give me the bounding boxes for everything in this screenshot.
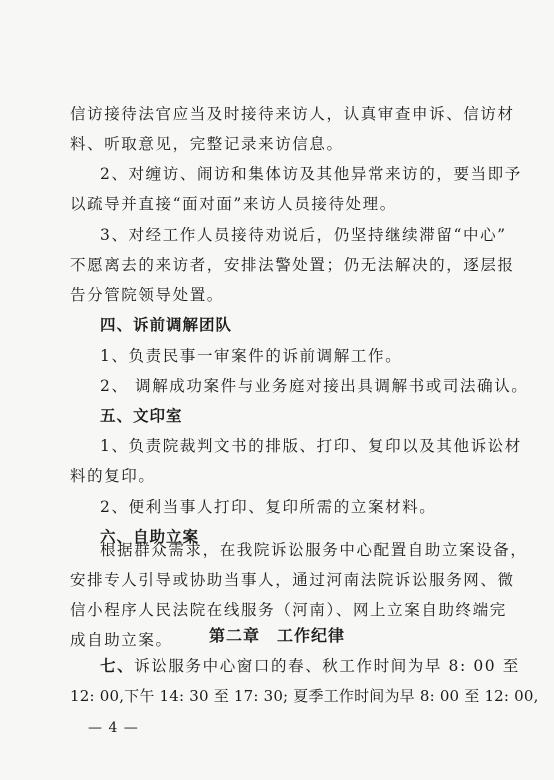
paragraph-line: 成自助立案。 xyxy=(70,631,173,649)
page-number: — 4 — xyxy=(88,720,139,736)
article-line xyxy=(100,656,520,676)
chapter-title: 第二章 工作纪律 xyxy=(208,626,345,645)
paragraph-line: 2、对缠访、闹访和集体访及其他异常来访的，要当即予 xyxy=(100,165,522,183)
list-item: 1、负责院裁判文书的排版、打印、复印以及其他诉讼材 xyxy=(100,437,522,455)
list-item: 1、负责民事一审案件的诉前调解工作。 xyxy=(100,347,403,365)
paragraph-line: 信小程序人民法院在线服务（河南）、网上立案自助终端完 xyxy=(70,601,507,619)
paragraph-line: 不愿离去的来访者，安排法警处置；仍无法解决的，逐层报 xyxy=(70,256,515,274)
list-item: 2、便利当事人打印、复印所需的立案材料。 xyxy=(100,498,437,516)
paragraph-line: 告分管院领导处置。 xyxy=(70,286,224,304)
list-item: 2、 调解成功案件与业务庭对接出具调解书或司法确认。 xyxy=(100,377,529,395)
paragraph-line: 安排专人引导或协助当事人，通过河南法院诉讼服务网、微 xyxy=(70,571,515,589)
article-number: 七、 xyxy=(100,657,135,675)
section-heading: 六、自助立案 xyxy=(100,528,200,546)
section-heading: 五、文印室 xyxy=(100,407,183,425)
paragraph-line: 以疏导并直接“面对面”来访人员接待处理。 xyxy=(70,195,397,213)
paragraph-line: 料、听取意见，完整记录来访信息。 xyxy=(70,135,344,153)
paragraph-line: 根据群众需求，在我院诉讼服务中心配置自助立案设备， xyxy=(100,541,528,559)
paragraph-line: 信访接待法官应当及时接待来访人，认真审查申诉、信访材 xyxy=(70,105,515,123)
section-heading: 四、诉前调解团队 xyxy=(100,316,233,334)
article-line: 12: 00,下午 14: 30 至 17: 30; 夏季工作时间为早 8: 00 至 12: 00, xyxy=(70,687,539,705)
list-item: 料的复印。 xyxy=(70,467,156,485)
article-text: 诉讼服务中心窗口的春、秋工作时间为早 8: 00 至 xyxy=(134,657,520,675)
paragraph-line: 3、对经工作人员接待劝说后，仍坚持继续滞留“中心” xyxy=(100,226,507,244)
